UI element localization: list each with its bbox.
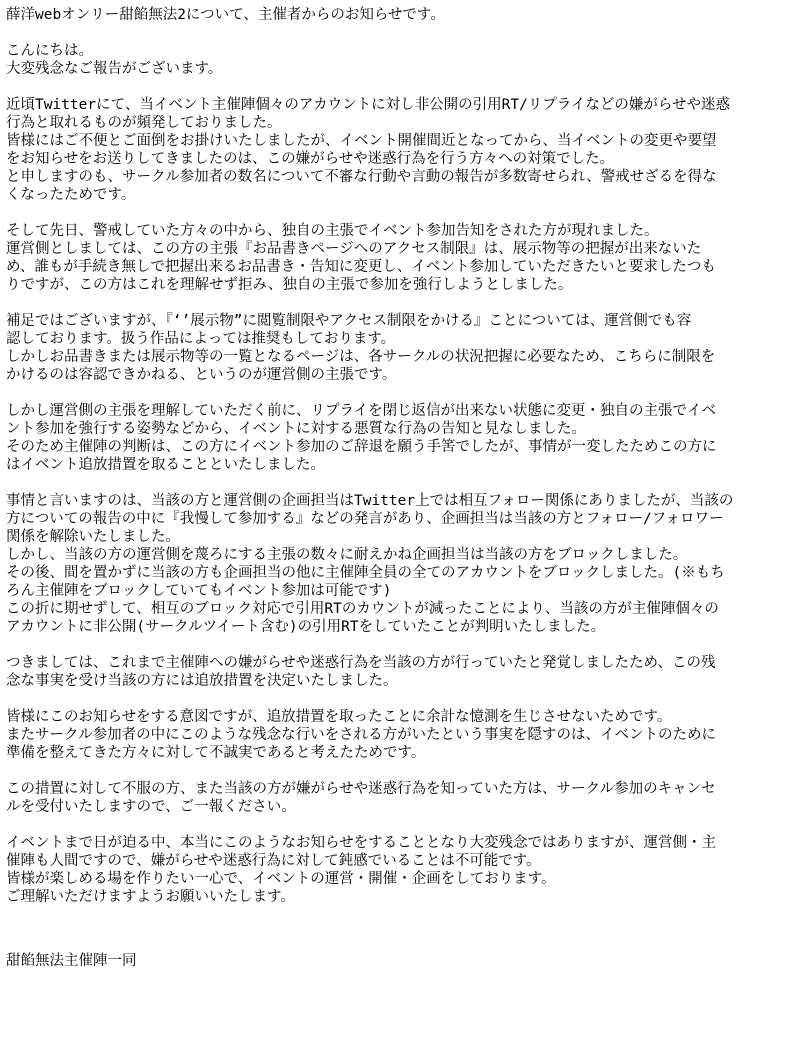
text-line: 補足ではございますが、『‘’展示物”に閲覧制限やアクセス制限をかける』ことについては、運営側でも容 — [6, 313, 692, 329]
text-line: またサークル参加者の中にこのような残念な行いをされる方がいたという事実を隠すのは、イベントのために — [6, 727, 717, 743]
text-line: ろん主催陣をブロックしていてもイベント参加は可能です) — [6, 583, 392, 599]
text-line: こんにちは。 — [6, 43, 93, 59]
text-line: かけるのは容認できかねる、というのが運営側の主張です。 — [6, 367, 397, 383]
paragraph — [6, 42, 794, 78]
text-line: 近頃Twitterにて、当イベント主催陣個々のアカウントに対し非公開の引用RT/リプライなどの嫌がらせや迷惑 — [6, 97, 730, 113]
paragraph — [6, 222, 794, 294]
text-line: 運営側としましては、この方の主張『お品書きページへのアクセス制限』は、展示物等の把握が出来ないた — [6, 241, 702, 257]
paragraph — [6, 834, 794, 906]
signature-spacer — [6, 924, 800, 952]
text-line: そのため主催陣の判断は、この方にイベント参加のご辞退を願う手筈でしたが、事情が一変したためこの方に — [6, 439, 717, 455]
paragraph — [6, 312, 794, 384]
text-line: 認しております。扱う作品によっては推奨もしております。 — [6, 331, 396, 347]
text-line: 行為と取れるものが頻発しておりました。 — [6, 115, 282, 131]
announcement-title — [6, 6, 794, 24]
text-line: しかし運営側の主張を理解していただく前に、リプライを閉じ返信が出来ない状態に変更・独自の主張でイベ — [6, 403, 717, 419]
text-line: 大変残念なご報告がございます。 — [6, 61, 223, 77]
text-line: はイベント追放措置を取ることといたしました。 — [6, 457, 325, 473]
paragraph — [6, 96, 794, 204]
text-line: つきましては、これまで主催陣への嫌がらせや迷惑行為を当該の方が行っていたと発覚しましたため、この残 — [6, 655, 716, 671]
text-line: しかし、当該の方の運営側を蔑ろにする主張の数々に耐えかね企画担当は当該の方をブロックしました。 — [6, 547, 688, 563]
text-line: 事情と言いますのは、当該の方と運営側の企画担当はTwitter上では相互フォロー関係にありましたが、当該の — [6, 493, 734, 509]
text-line: 方についての報告の中に『我慢して参加する』などの発言があり、企画担当は当該の方とフォロー/フォロワー — [6, 511, 724, 527]
announcement-body — [6, 6, 800, 906]
text-line: くなったためです。 — [6, 187, 136, 203]
paragraph — [6, 708, 794, 762]
text-line: アカウントに非公開(サークルツイート含む)の引用RTをしていたことが判明いたしました。 — [6, 619, 606, 635]
text-line: 皆様が楽しめる場を作りたい一心で、イベントの運営・開催・企画をしております。 — [6, 871, 556, 887]
text-line: め、誰もが手続き無しで把握出来るお品書き・告知に変更し、イベント参加していただきたいと要求したつも — [6, 259, 716, 275]
text-line: をお知らせをお送りしてきましたのは、この嫌がらせや迷惑行為を行う方々への対策でした。 — [6, 151, 615, 167]
paragraph — [6, 780, 794, 816]
text-line: と申しますのも、サークル参加者の数名について不審な行動や言動の報告が多数寄せられ、警戒せざるを得な — [6, 169, 717, 185]
text-line: この折に期せずして、相互のブロック対応で引用RTのカウントが減ったことにより、当該の方が主催陣個々の — [6, 601, 719, 617]
paragraph — [6, 492, 794, 636]
text-line: その後、間を置かずに当該の方も企画担当の他に主催陣全員の全てのアカウントをブロックしました。(※もち — [6, 565, 725, 581]
text-line: 薛洋webオンリー甜餡無法2について、主催者からのお知らせです。 — [6, 7, 445, 23]
paragraph — [6, 402, 794, 474]
text-line: イベントまで日が迫る中、本当にこのようなお知らせをすることとなり大変残念ではありますが、運営側・主 — [6, 835, 717, 851]
text-line: ント参加を強行する姿勢などから、イベントに対する悪質な行為の告知と見なしました。 — [6, 421, 586, 437]
paragraph — [6, 654, 794, 690]
text-line: 催陣も人間ですので、嫌がらせや迷惑行為に対して鈍感でいることは不可能です。 — [6, 853, 541, 869]
text-line: この措置に対して不服の方、また当該の方が嫌がらせや迷惑行為を知っていた方は、サークル参加のキャンセ — [6, 781, 716, 797]
text-line: 準備を整えてきた方々に対して不誠実であると考えたためです。 — [6, 745, 426, 761]
signature: 甜餡無法主催陣一同 — [6, 953, 137, 969]
text-line: 関係を解除いたしました。 — [6, 529, 180, 545]
text-line: 皆様にこのお知らせをする意図ですが、追放措置を取ったことに余計な憶測を生じさせないためです。 — [6, 709, 672, 725]
text-line: 念な事実を受け当該の方には追放措置を決定いたしました。 — [6, 673, 398, 689]
text-line: しかしお品書きまたは展示物等の一覧となるページは、各サークルの状況把握に必要なため、こちらに制限を — [6, 349, 716, 365]
text-line: そして先日、警戒していた方々の中から、独自の主張でイベント参加告知をされた方が現れました。 — [6, 223, 659, 239]
text-line: 皆様にはご不便とご面倒をお掛けいたしましたが、イベント開催間近となってから、当イベントの変更や要望 — [6, 133, 717, 149]
text-line: りですが、この方はこれを理解せず拒み、独自の主張で参加を強行しようとしました。 — [6, 277, 573, 293]
text-line: ルを受付いたしますので、ご一報ください。 — [6, 799, 296, 815]
text-line: ご理解いただけますようお願いいたします。 — [6, 889, 295, 905]
